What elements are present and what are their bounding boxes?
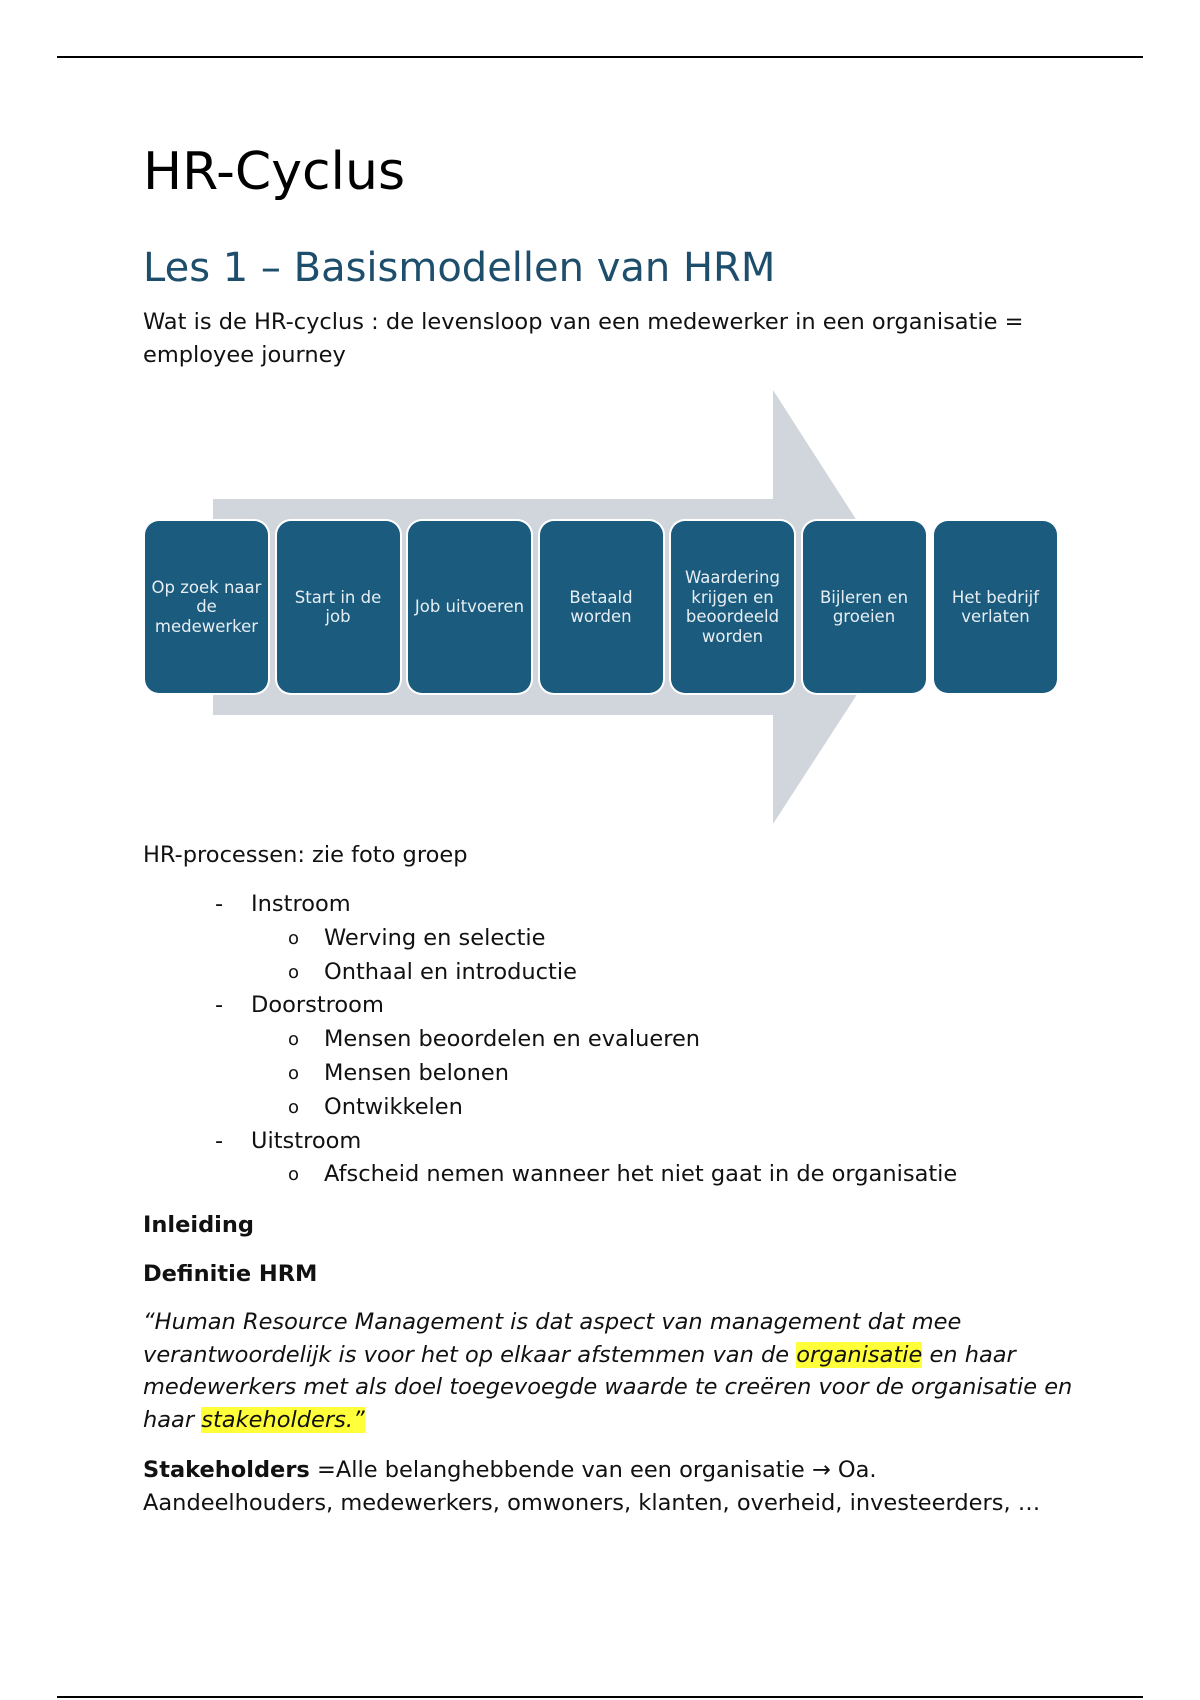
dash-bullet: - [215,1127,224,1154]
sub-process-item [143,1057,1083,1091]
circle-bullet: o [288,1164,300,1186]
process-item-instroom [143,888,1083,922]
cycle-step-3: Job uitvoeren [408,521,531,693]
inleiding-heading: Inleiding [143,1212,255,1238]
dash-bullet: - [215,992,224,1019]
circle-bullet: o [288,1096,300,1118]
sub-process-label: Ontwikkelen [324,1093,463,1120]
processes-intro: HR-processen: zie foto groep [143,842,468,868]
circle-bullet: o [288,1062,300,1084]
quote-text-2: en haar medewerkers met als doel toegevoegde waarde te creëren voor de organisatie en haar [143,1341,1073,1433]
cycle-step-4: Betaald worden [540,521,663,693]
circle-bullet: o [288,927,300,949]
sub-process-item [143,1091,1083,1125]
cycle-step-7: Het bedrijf verlaten [934,521,1057,693]
stakeholders-paragraph [143,1454,1043,1519]
footer-rule [57,1696,1143,1698]
sub-process-label: Werving en selectie [324,924,546,951]
cycle-step-6: Bijleren en groeien [803,521,926,693]
circle-bullet: o [288,1029,300,1051]
quote-text-1: “Human Resource Management is dat aspect van management dat mee verantwoordelijk is voor het op elkaar afstemmen van de [143,1309,962,1368]
highlight-organisatie: organisatie [796,1341,923,1368]
intro-paragraph: Wat is de HR-cyclus : de levensloop van een medewerker in een organisatie = employee journey [143,309,1024,368]
sub-process-item [143,1158,1083,1192]
process-label: Doorstroom [251,992,384,1019]
document-title: HR-Cyclus [143,142,406,202]
process-list [143,888,1083,1192]
stakeholders-text: =Alle belanghebbende van een organisatie → Oa. Aandeelhouders, medewerkers, omwoners, klanten, overheid, investeerders, … [143,1457,1041,1516]
dash-bullet: - [215,891,224,917]
header-rule [57,56,1143,58]
definitie-heading: Definitie HRM [143,1261,318,1287]
cycle-step-1: Op zoek naar de medewerker [145,521,268,693]
hr-cycle-diagram [143,388,1058,828]
sub-process-label: Mensen belonen [324,1059,509,1086]
process-label: Uitstroom [251,1127,362,1154]
sub-process-label: Afscheid nemen wanneer het niet gaat in de organisatie [324,1161,958,1188]
sub-process-item [143,1023,1083,1057]
process-item-doorstroom [143,989,1083,1023]
highlight-stakeholders: stakeholders.” [201,1406,365,1433]
process-item-uitstroom [143,1125,1083,1159]
hrm-definition-quote [143,1306,1083,1436]
sub-process-label: Mensen beoordelen en evalueren [324,1026,701,1053]
lesson-heading: Les 1 – Basismodellen van HRM [143,245,776,291]
sub-process-label: Onthaal en introductie [324,958,577,985]
circle-bullet: o [288,961,300,983]
stakeholders-term: Stakeholders [143,1457,310,1483]
sub-process-item [143,956,1083,990]
cycle-step-2: Start in de job [277,521,400,693]
process-label: Instroom [251,891,351,917]
sub-process-item [143,922,1083,956]
cycle-step-5: Waardering krijgen en beoordeeld worden [671,521,794,693]
